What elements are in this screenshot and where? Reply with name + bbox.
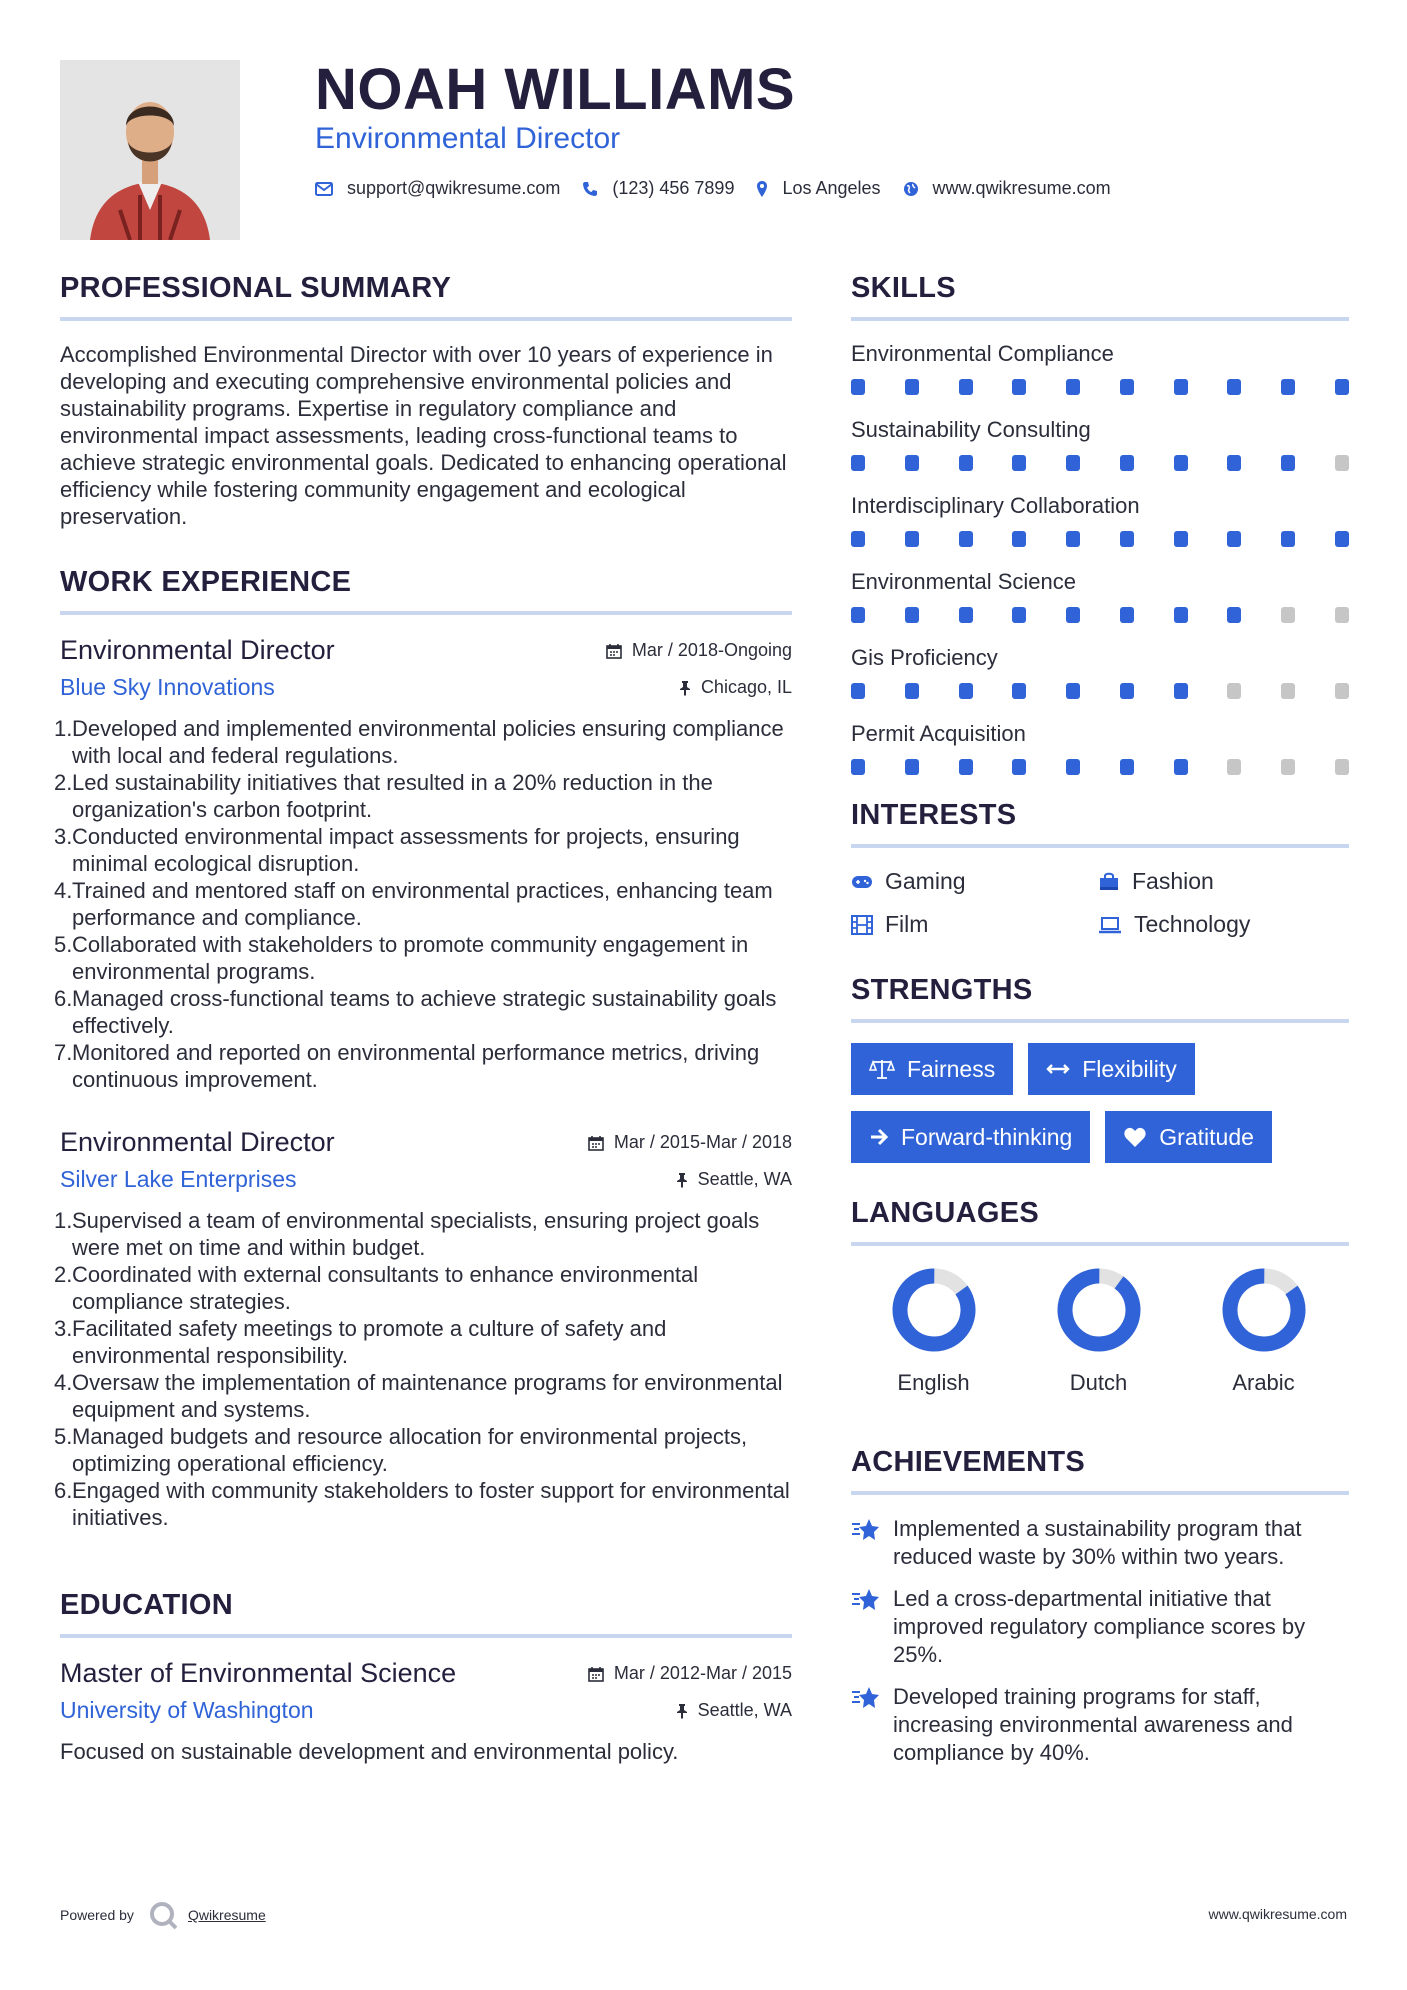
skill-name: Sustainability Consulting [851,417,1091,442]
list-number: 1. [54,1208,73,1233]
job-dates [588,1132,792,1153]
skill-dot [1066,455,1080,471]
skill-dot [905,607,919,623]
skill-dot [905,759,919,775]
strength-badge [1028,1043,1195,1095]
list-text: Managed budgets and resource allocation for environmental projects, optimizing operational efficiency. [72,1424,748,1476]
footer-powered-by [60,1900,266,1930]
job-subheader [60,1166,792,1193]
skill-dot [959,531,973,547]
skill-dot [851,531,865,547]
laptop-icon [1098,916,1122,934]
skill-rating [851,455,1349,471]
skill-dot [1120,607,1134,623]
skill-dot [851,759,865,775]
strength-label: Forward-thinking [901,1123,1073,1150]
languages-heading: LANGUAGES [851,1197,1349,1246]
list-item [54,931,792,985]
list-item [54,1207,792,1261]
skill-dot [851,379,865,395]
star-icon [851,1517,881,1543]
skill-dot [851,683,865,699]
skill-dot [1120,379,1134,395]
strengths-heading: STRENGTHS [851,974,1349,1023]
profile-photo [60,60,240,240]
job-location [679,677,792,698]
list-number: 5. [54,932,73,957]
skill-dot [1066,759,1080,775]
skill-dot [1174,531,1188,547]
skill-dot [1120,759,1134,775]
list-text: Conducted environmental impact assessments for projects, ensuring minimal ecological disruption. [72,824,740,876]
skill-dot [1335,607,1349,623]
summary-text: Accomplished Environmental Director with over 10 years of experience in developing and executing comprehensive environmental policies and sustainability programs. Expertise in regulatory compliance and environmental impact assessments, leading cross-functional teams to achieve strategic environmental goals. Dedicated to enhancing operational efficiency while fostering community engagement and ecological preservation. [60,342,787,529]
arrows-horizontal-icon [1046,1062,1070,1076]
skills-heading: SKILLS [851,272,1349,321]
skill-dot [851,607,865,623]
language-donut [890,1266,978,1354]
skill-dot [1174,759,1188,775]
skill-item [851,417,1349,471]
skill-item [851,493,1349,547]
skill-item [851,569,1349,623]
skill-item [851,721,1349,775]
interests-heading: INTERESTS [851,799,1349,848]
job-dates [606,640,792,661]
achievements-list [851,1515,1349,1767]
skill-dot [1227,759,1241,775]
skill-dot [1174,379,1188,395]
film-icon [851,915,873,935]
strength-badge [851,1043,1013,1095]
interest-item [851,868,1098,895]
calendar-icon [588,1666,604,1682]
pushpin-icon [679,680,691,696]
list-text: Monitored and reported on environmental performance metrics, driving continuous improvement. [72,1040,760,1092]
skill-dot [1066,683,1080,699]
list-text: Coordinated with external consultants to enhance environmental compliance strategies. [72,1262,699,1314]
job-header [60,635,792,666]
list-item [54,1423,792,1477]
qwikresume-logo-icon [148,1900,180,1930]
skills-list [851,341,1349,775]
skill-rating [851,759,1349,775]
list-item [54,1039,792,1093]
balance-scale-icon [869,1058,895,1080]
list-item [54,1369,792,1423]
skill-dot [1012,607,1026,623]
skill-dot [1281,683,1295,699]
strengths-list [851,1043,1349,1163]
interest-label: Technology [1134,911,1251,937]
language-donut [1055,1266,1143,1354]
skill-dot [1066,379,1080,395]
skill-rating [851,531,1349,547]
skill-dot [1227,455,1241,471]
list-number: 4. [54,878,73,903]
calendar-icon [606,643,622,659]
skill-dot [1335,683,1349,699]
list-item [54,715,792,769]
skill-dot [1120,455,1134,471]
skill-dot [1012,455,1026,471]
donut-fill [890,1266,978,1354]
skill-dot [905,455,919,471]
skill-name: Gis Proficiency [851,645,998,670]
education-heading: EDUCATION [60,1589,792,1638]
skill-dot [1281,759,1295,775]
skill-item [851,341,1349,395]
phone-text: (123) 456 7899 [612,178,735,198]
skill-dot [1066,607,1080,623]
job-entry [54,1127,792,1531]
contact-bar [315,178,1133,199]
interests-list [851,868,1349,938]
skill-dot [1012,759,1026,775]
job-location-text: Seattle, WA [697,1169,792,1189]
achievement-item [851,1515,1349,1571]
donut-fill [1220,1266,1308,1354]
strength-badge [1105,1111,1272,1163]
candidate-title: Environmental Director [315,122,621,155]
achievements-heading: ACHIEVEMENTS [851,1446,1349,1495]
email-text: support@qwikresume.com [347,178,561,198]
skill-dot [1227,683,1241,699]
interest-item [1098,911,1345,938]
list-number: 4. [54,1370,73,1395]
list-number: 3. [54,1316,73,1341]
skill-dot [1227,607,1241,623]
achievement-text: Developed training programs for staff, increasing environmental awareness and compliance by 40%. [893,1684,1293,1765]
list-item [54,1315,792,1369]
language-item [1181,1266,1346,1396]
skill-dot [1335,455,1349,471]
list-text: Facilitated safety meetings to promote a culture of safety and environmental responsibility. [72,1316,667,1368]
list-number: 2. [54,1262,73,1287]
list-text: Managed cross-functional teams to achieve strategic sustainability goals effectively. [72,986,777,1038]
star-icon [851,1685,881,1711]
skill-name: Environmental Compliance [851,341,1114,366]
interest-item [851,911,1098,938]
skill-dot [1174,455,1188,471]
skill-dot [851,455,865,471]
skill-dot [1281,531,1295,547]
contact-email[interactable] [315,178,560,199]
skill-name: Permit Acquisition [851,721,1026,746]
job-location-text: Chicago, IL [700,677,792,697]
list-number: 1. [54,716,73,741]
school-name: University of Washington [60,1697,314,1723]
list-text: Led sustainability initiatives that resulted in a 20% reduction in the organization's carbon footprint. [72,770,713,822]
list-number: 6. [54,1478,73,1503]
skill-dot [1012,379,1026,395]
strength-label: Fairness [907,1055,996,1082]
contact-phone[interactable] [582,178,734,199]
list-item [54,1477,792,1531]
map-pin-icon [756,180,768,198]
interest-label: Film [885,911,929,937]
skill-rating [851,683,1349,699]
globe-icon [903,181,919,197]
strength-label: Gratitude [1159,1123,1254,1150]
company-name: Blue Sky Innovations [60,674,275,700]
job-title: Environmental Director [60,635,335,665]
summary-heading: PROFESSIONAL SUMMARY [60,272,792,321]
skill-dot [1281,607,1295,623]
list-number: 5. [54,1424,73,1449]
arrow-right-icon [869,1128,889,1146]
contact-website[interactable] [903,178,1111,199]
achievement-item [851,1683,1349,1767]
achievement-text: Implemented a sustainability program that reduced waste by 30% within two years. [893,1516,1302,1569]
list-number: 6. [54,986,73,1011]
location-text: Los Angeles [782,178,881,198]
skill-dot [1012,531,1026,547]
skill-dot [959,607,973,623]
skill-dot [959,683,973,699]
list-number: 3. [54,824,73,849]
phone-icon [582,181,598,197]
skill-dot [1281,455,1295,471]
job-bullets [54,715,792,1093]
contact-location [756,178,880,199]
list-item [54,1261,792,1315]
achievement-text: Led a cross-departmental initiative that improved regulatory compliance scores by 25%. [893,1586,1306,1667]
skill-dot [1335,531,1349,547]
list-item [54,877,792,931]
brand-link[interactable]: Qwikresume [187,1907,266,1923]
achievement-item [851,1585,1349,1669]
strength-badge [851,1111,1090,1163]
skill-dot [1120,683,1134,699]
language-donut [1220,1266,1308,1354]
envelope-icon [315,182,333,196]
job-title: Environmental Director [60,1127,335,1157]
star-icon [851,1587,881,1613]
skill-dot [1120,531,1134,547]
pushpin-icon [676,1703,688,1719]
list-text: Collaborated with stakeholders to promote community engagement in environmental programs. [72,932,749,984]
heart-icon [1123,1126,1147,1148]
job-location [676,1169,792,1190]
interest-label: Fashion [1132,868,1214,894]
list-text: Oversaw the implementation of maintenance programs for environmental equipment and systems. [72,1370,783,1422]
job-bullets [54,1207,792,1531]
skill-dot [959,455,973,471]
list-text: Supervised a team of environmental specialists, ensuring project goals were met on time and within budget. [72,1208,760,1260]
skill-dot [905,379,919,395]
pushpin-icon [676,1172,688,1188]
powered-by-label: Powered by [60,1907,134,1923]
job-entry [54,635,792,1093]
right-column [851,272,1349,1781]
skill-dot [1227,531,1241,547]
skill-dot [905,531,919,547]
footer-url[interactable]: www.qwikresume.com [1208,1906,1347,1922]
job-subheader [60,674,792,701]
interest-item [1098,868,1345,895]
language-label: Dutch [1069,1370,1128,1395]
skill-name: Environmental Science [851,569,1077,594]
calendar-icon [588,1135,604,1151]
language-label: English [897,1370,970,1395]
education-entry [60,1658,792,1765]
education-location: Seattle, WA [676,1700,792,1721]
website-text: www.qwikresume.com [932,178,1111,198]
list-item [54,769,792,823]
experience-heading: WORK EXPERIENCE [60,566,792,615]
language-item [851,1266,1016,1396]
skill-dot [1012,683,1026,699]
skill-dot [959,759,973,775]
skill-name: Interdisciplinary Collaboration [851,493,1140,518]
list-text: Trained and mentored staff on environmental practices, enhancing team performance and compliance. [72,878,773,930]
list-item [54,823,792,877]
degree-title: Master of Environmental Science [60,1658,457,1688]
education-dates: Mar / 2012-Mar / 2015 [588,1663,792,1684]
list-item [54,985,792,1039]
education-description: Focused on sustainable development and environmental policy. [60,1739,679,1764]
company-name: Silver Lake Enterprises [60,1166,297,1192]
job-dates-text: Mar / 2018-Ongoing [631,640,792,660]
candidate-name: NOAH WILLIAMS [315,57,796,122]
job-list [54,635,792,1531]
strength-label: Flexibility [1082,1055,1177,1082]
list-number: 7. [54,1040,73,1065]
skill-rating [851,607,1349,623]
skill-dot [1174,683,1188,699]
job-header [60,1127,792,1158]
skill-dot [1335,379,1349,395]
skill-dot [1227,379,1241,395]
shopping-bag-icon [1098,872,1120,892]
skill-dot [959,379,973,395]
left-column [54,272,792,1765]
language-label: Arabic [1232,1370,1295,1395]
donut-fill [1055,1266,1143,1354]
skill-dot [1174,607,1188,623]
list-number: 2. [54,770,73,795]
interest-label: Gaming [885,868,966,894]
skill-dot [1066,531,1080,547]
skill-rating [851,379,1349,395]
gamepad-icon [851,875,873,889]
list-text: Developed and implemented environmental policies ensuring compliance with local and federal regulations. [72,716,784,768]
skill-item [851,645,1349,699]
language-item [1016,1266,1181,1396]
list-text: Engaged with community stakeholders to foster support for environmental initiatives. [72,1478,790,1530]
skill-dot [1335,759,1349,775]
languages-list [851,1266,1349,1396]
skill-dot [1281,379,1295,395]
skill-dot [905,683,919,699]
job-dates-text: Mar / 2015-Mar / 2018 [613,1132,792,1152]
